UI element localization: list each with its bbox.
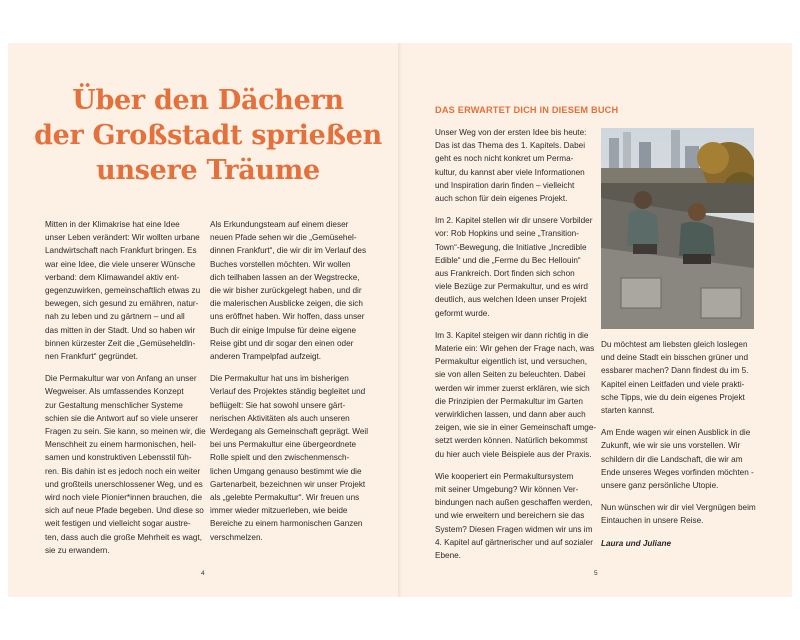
text-line: essbarer machen? Dann findest du im 5. <box>601 366 749 376</box>
text-line: 4. Kapitel auf gärtnerischer und auf sozialer <box>435 537 593 547</box>
text-line: Materie ein: Wir gehen der Frage nach, was <box>435 344 595 354</box>
paragraph <box>601 338 761 417</box>
text-line: System? Diesen Fragen widmen wir uns im <box>435 524 593 534</box>
author-signature: Laura und Juliane <box>601 538 672 548</box>
text-line: kultur, du kannst aber viele Informationen <box>435 167 585 177</box>
paragraph <box>435 214 595 320</box>
page-number-left: 4 <box>201 570 205 577</box>
text-line: und deine Stadt ein bisschen grüner und <box>601 353 749 363</box>
text-line: dinnen Frankfurt“, die wir dir im Verlauf des <box>210 246 367 256</box>
text-line: aus Frankreich. Dort finden sich schon <box>435 269 575 279</box>
left-text-column-1 <box>45 218 206 566</box>
text-line: zur Gestaltung menschlicher Systeme <box>45 400 183 410</box>
text-line: Als Erkundungsteam auf einem dieser <box>210 220 349 229</box>
text-line: bindungen nach außen geschaffen werden, <box>435 498 593 508</box>
text-line: samen und konstruktiven Lebensstil füh- <box>45 453 192 463</box>
text-line: Das ist das Thema des 1. Kapitels. Dabei <box>435 141 586 151</box>
text-line: Kapitel einen Leitfaden und viele prakti- <box>601 379 745 389</box>
text-line: du hier auch viele Beispiele aus der Praxis. <box>435 449 592 459</box>
text-line: dich teilhaben lassen an der Wegstrecke, <box>210 272 360 282</box>
chapter-headline <box>28 83 388 188</box>
paragraph <box>210 218 370 363</box>
text-line: Zukunft, wie wir sie uns vorstellen. Wir <box>601 441 741 451</box>
paragraph <box>601 426 761 492</box>
paragraph <box>435 329 595 461</box>
headline-line: Über den Dächern <box>72 85 344 116</box>
text-line: Permakultur eigentlich ist, und versuchen, <box>435 357 588 367</box>
page-number-right: 5 <box>594 570 598 577</box>
text-line: Eintauchen in unsere Reise. <box>601 516 704 526</box>
text-line: wird noch viele Pionier*innen brauchen, die <box>45 493 203 503</box>
text-line: und wie erweitern und bereichern sie das <box>435 511 585 521</box>
text-line: und Inspiration darin finden – vielleicht <box>435 180 575 190</box>
text-line: Buch dir einige Impulse für deine eigene <box>210 325 357 335</box>
text-line: bewegen, sich gesund zu ernähren, natur- <box>45 299 199 309</box>
text-line: nah zu leben und zu gärtnern – und all <box>45 312 185 322</box>
paragraph <box>45 218 202 363</box>
text-line: Mitten in der Klimakrise hat eine Idee <box>45 220 180 229</box>
text-line: immer wieder mitzuerleben, wie beide <box>210 506 348 516</box>
text-line: Menschheit zu einem harmonischen, heil- <box>45 440 197 450</box>
text-line: Town“-Bewegung, die Initiative „Incredible <box>435 242 587 252</box>
right-text-column-1 <box>435 126 595 571</box>
text-line: die wir bisher zurückgelegt haben, und dir <box>210 286 362 296</box>
text-line: zeigen, wie sie in einer Gemeinschaft umge- <box>435 423 597 433</box>
text-line: Wegweiser. Als umfassendes Konzept <box>45 387 184 397</box>
text-line: mit seiner Umgebung? Wir können Ver- <box>435 485 579 495</box>
text-line: die malerischen Ausblicke zeigen, die sich <box>210 299 363 309</box>
text-line: beflügelt: Sie hat sowohl unsere gärt- <box>210 400 346 410</box>
paragraph <box>435 126 595 205</box>
text-line: geformt wurde. <box>435 308 490 318</box>
text-line: die Prinzipien der Permakultur im Garten <box>435 396 583 406</box>
left-text-column-2 <box>210 218 370 553</box>
text-line: lichen Umgang genauso bestimmt wie die <box>210 466 362 476</box>
text-line: Fragen zu sein. Sie kann, so meinen wir, die <box>45 427 206 437</box>
paragraph <box>601 501 761 527</box>
text-line: Ende unseres Weges vorfinden möchten - <box>601 467 754 477</box>
text-line: Gartenarbeit, bezeichnen wir unser Projekt <box>210 479 366 489</box>
text-line: Wie kooperiert ein Permakultursystem <box>435 471 574 481</box>
text-line: Edible“ und die „Ferme du Bec Hellouin“ <box>435 255 581 265</box>
text-line: sich auf neue Pfade begeben. Und diese so <box>45 506 204 516</box>
text-line: weit festigen und vielleicht sogar austre- <box>45 519 191 529</box>
text-line: war eine Idee, die viele unserer Wünsche <box>45 259 196 269</box>
text-line: sie von allen Seiten zu beleuchten. Dabei <box>435 370 586 380</box>
book-spread <box>8 43 792 597</box>
text-line: verschmelzen. <box>210 532 263 542</box>
text-line: setzt werden können. Natürlich bekommst <box>435 436 588 446</box>
section-heading: DAS ERWARTET DICH IN DIESEM BUCH <box>435 105 619 115</box>
text-line: als „gelebte Permakultur“. Wir freuen uns <box>210 493 360 503</box>
text-line: uns eröffnet haben. Wir hoffen, dass unser <box>210 312 365 322</box>
rooftop-photo <box>601 128 754 329</box>
text-line: Nun wünschen wir dir viel Vergnügen beim <box>601 503 756 513</box>
text-line: gegenzuwirken, gemeinschaftlich etwas zu <box>45 286 201 296</box>
text-line: Reise gibt und dir sogar den einen oder <box>210 338 354 348</box>
text-line: Die Permakultur hat uns im bisherigen <box>210 374 349 384</box>
text-line: Landwirtschaft nach Frankfurt bringen. Es <box>45 246 197 256</box>
text-line: bei uns Permakultur eine übergeordnete <box>210 440 357 450</box>
text-line: nerischen Aktivitäten als auch unseren <box>210 413 350 423</box>
text-line: anderen Trampelpfad aufzeigt. <box>210 352 322 362</box>
text-line: nen Frankfurt“ gegründet. <box>45 352 138 362</box>
text-line: Am Ende wagen wir einen Ausblick in die <box>601 428 751 438</box>
text-line: Verlauf des Projektes ständig begleitet und <box>210 387 366 397</box>
text-line: unsere ganz persönliche Utopie. <box>601 481 719 491</box>
text-line: Ebene. <box>435 551 461 561</box>
text-line: werden wir immer zuerst erklären, wie sich <box>435 383 590 393</box>
text-line: vor: Rob Hopkins und seine „Transition- <box>435 229 579 239</box>
text-line: ten, dass auch die große Mehrheit es wagt, <box>45 532 203 542</box>
text-line: neuen Pfade sehen wir die „Gemüsehel- <box>210 233 357 243</box>
text-line: Im 2. Kapitel stellen wir dir unsere Vorbilder <box>435 216 593 226</box>
text-line: Unser Weg von der ersten Idee bis heute: <box>435 128 587 137</box>
text-line: Du möchtest am liebsten gleich loslegen <box>601 340 748 349</box>
text-line: sie zu erwandern. <box>45 545 110 555</box>
text-line: Bereiche zu einem harmonischen Ganzen <box>210 519 363 529</box>
book-gutter <box>398 43 402 597</box>
headline-line: der Großstadt sprießen <box>34 120 382 151</box>
paragraph <box>210 372 370 544</box>
text-line: ren. Bis dahin ist es jedoch noch ein weiter <box>45 466 201 476</box>
text-line: und großteils unerschlossener Weg, und es <box>45 479 203 489</box>
photo-illustration <box>601 128 754 329</box>
text-line: das mitten in der Stadt. Und so haben wir <box>45 325 196 335</box>
text-line: Die Permakultur war von Anfang an unser <box>45 374 197 384</box>
paragraph <box>435 470 595 562</box>
text-line: binnen kürzester Zeit die „Gemüseheldln- <box>45 338 196 348</box>
headline-line: unsere Träume <box>96 155 320 186</box>
text-line: Werdegang als Gemeinschaft geprägt. Weil <box>210 427 369 437</box>
text-line: Im 3. Kapitel steigen wir dann richtig in die <box>435 330 589 340</box>
text-line: sche Tipps, wie du dein eigenes Projekt <box>601 392 745 402</box>
text-line: schildern dir die Landschaft, die wir am <box>601 454 743 464</box>
paragraph <box>45 372 206 557</box>
text-line: verband: dem Klimawandel aktiv ent- <box>45 272 180 282</box>
text-line: deutlich, aus welchen Ideen unser Projekt <box>435 295 587 305</box>
text-line: unser Leben verändert: Wir wollten urbane <box>45 233 200 243</box>
text-line: viele Bezüge zur Permakultur, und es wird <box>435 282 588 292</box>
text-line: Rolle spielt und den zwischenmensch- <box>210 453 350 463</box>
text-line: Buches vorstellen möchten. Wir wollen <box>210 259 351 269</box>
text-line: auch schon für dein eigenes Projekt. <box>435 194 568 204</box>
text-line: verwirklichen lassen, und dann aber auch <box>435 410 586 420</box>
text-line: starten kannst. <box>601 406 655 416</box>
text-line: schien sie die Antwort auf so viele unserer <box>45 413 198 423</box>
text-line: geht es noch nicht konkret um Perma- <box>435 154 574 164</box>
right-text-column-2 <box>601 338 761 559</box>
